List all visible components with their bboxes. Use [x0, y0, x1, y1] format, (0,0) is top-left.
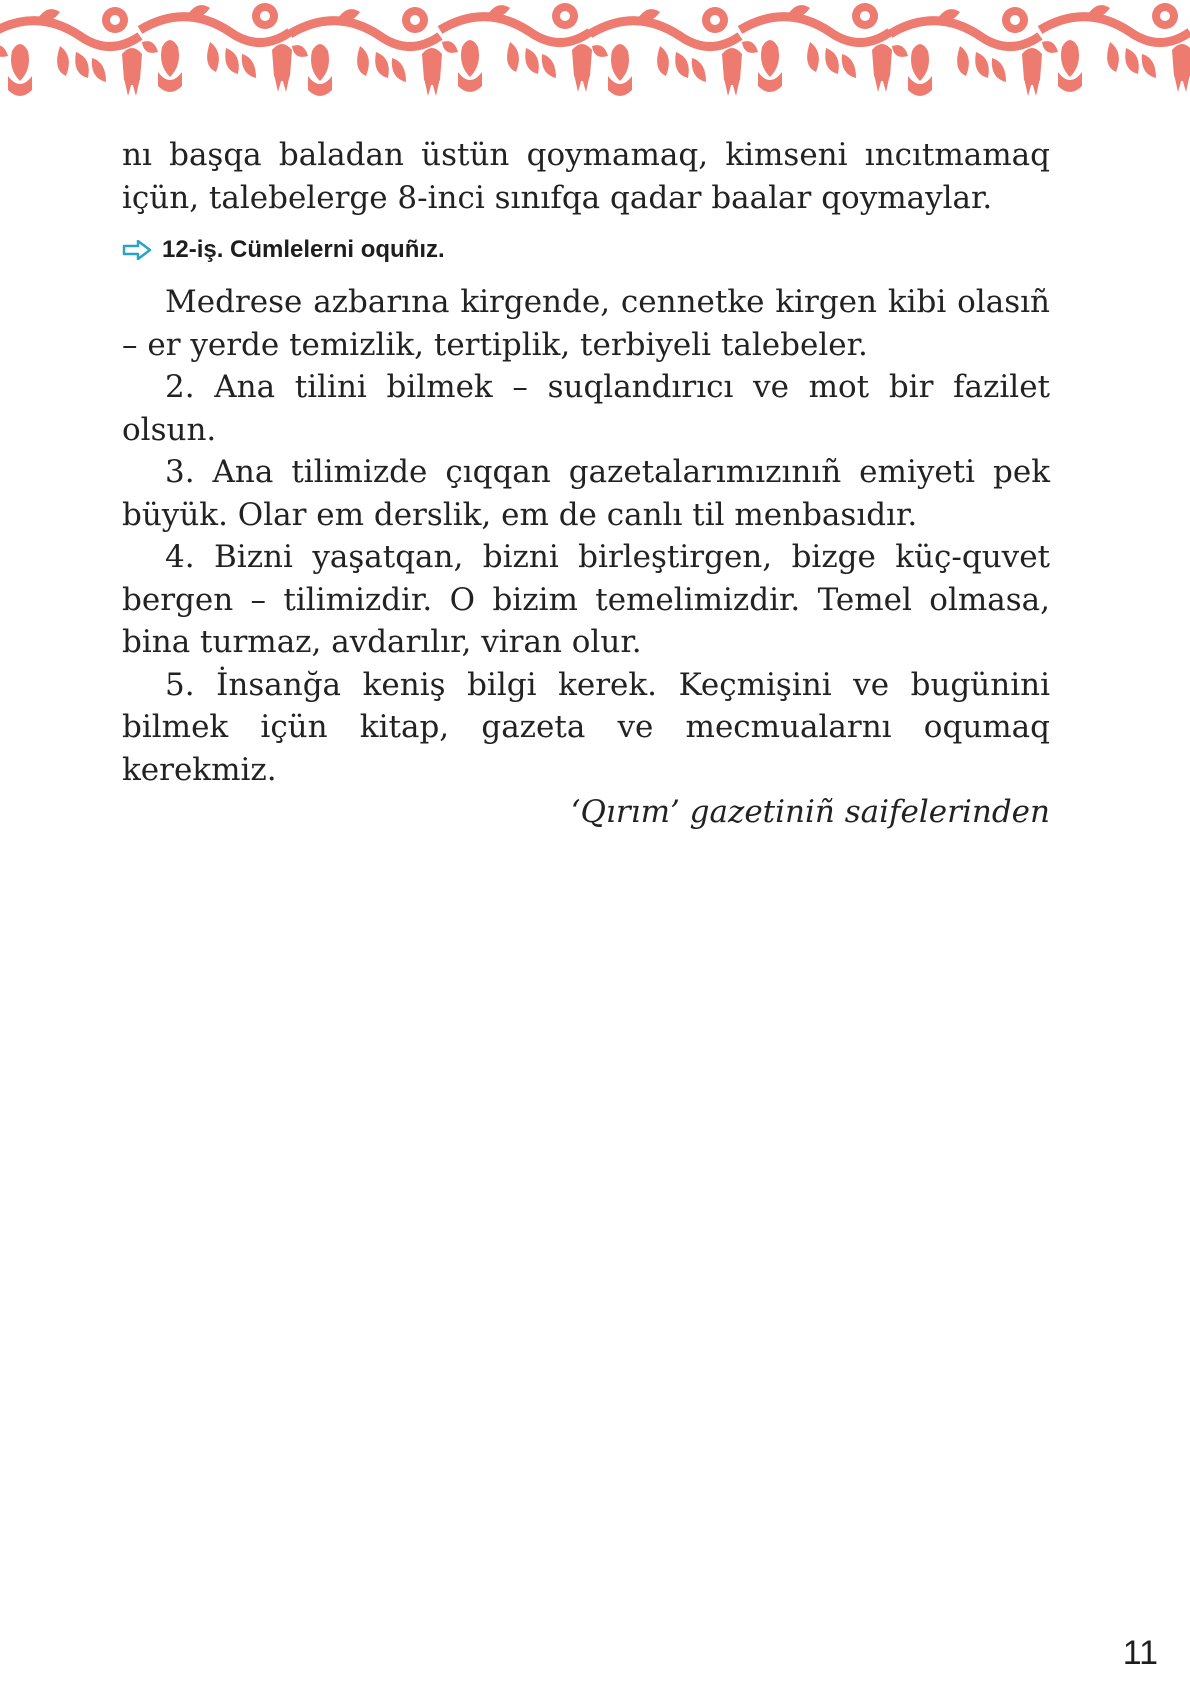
- sentence-4: 4. Bizni yaşatqan, bizni birleştirgen, bizge küç-quvet bergen – tilimizdir. O bizim temelimizdir. Temel olmasa, bina turmaz, avdarılır, viran olur.: [122, 539, 1050, 660]
- arrow-right-icon: [122, 240, 152, 260]
- sentence-2: 2. Ana tilini bilmek – suqlandırıcı ve mot bir fazilet olsun.: [122, 369, 1050, 448]
- intro-paragraph: nı başqa baladan üstün qoymamaq, kimseni ıncıtmamaq içün, talebelerge 8-inci sınıfqa qadar baalar qoymaylar.: [122, 137, 1050, 216]
- source-citation: ‘Qırım’ gazetiniñ saifelerinden: [570, 794, 1050, 830]
- page-content: [122, 134, 1050, 834]
- task-heading: [122, 233, 1050, 267]
- floral-border-icon: [0, 0, 1190, 110]
- sentence-5: 5. İnsanğa keniş bilgi kerek. Keçmişini ve bugünini bilmek içün kitap, gazeta ve mecmualarnı oqumaq kerekmiz.: [122, 666, 1050, 788]
- task-label: 12-iş. Cümlelerni oquñız.: [162, 236, 445, 263]
- sentence-1: Medrese azbarına kirgende, cennetke kirgen kibi olasıñ – er yerde temizlik, tertiplik, terbiyeli talebeler.: [122, 284, 1050, 363]
- page-number: 11: [1122, 1634, 1158, 1672]
- sentence-3: 3. Ana tilimizde çıqqan gazetalarımızınıñ emiyeti pek büyük. Olar em derslik, em de canlı til menbasıdır.: [122, 454, 1050, 533]
